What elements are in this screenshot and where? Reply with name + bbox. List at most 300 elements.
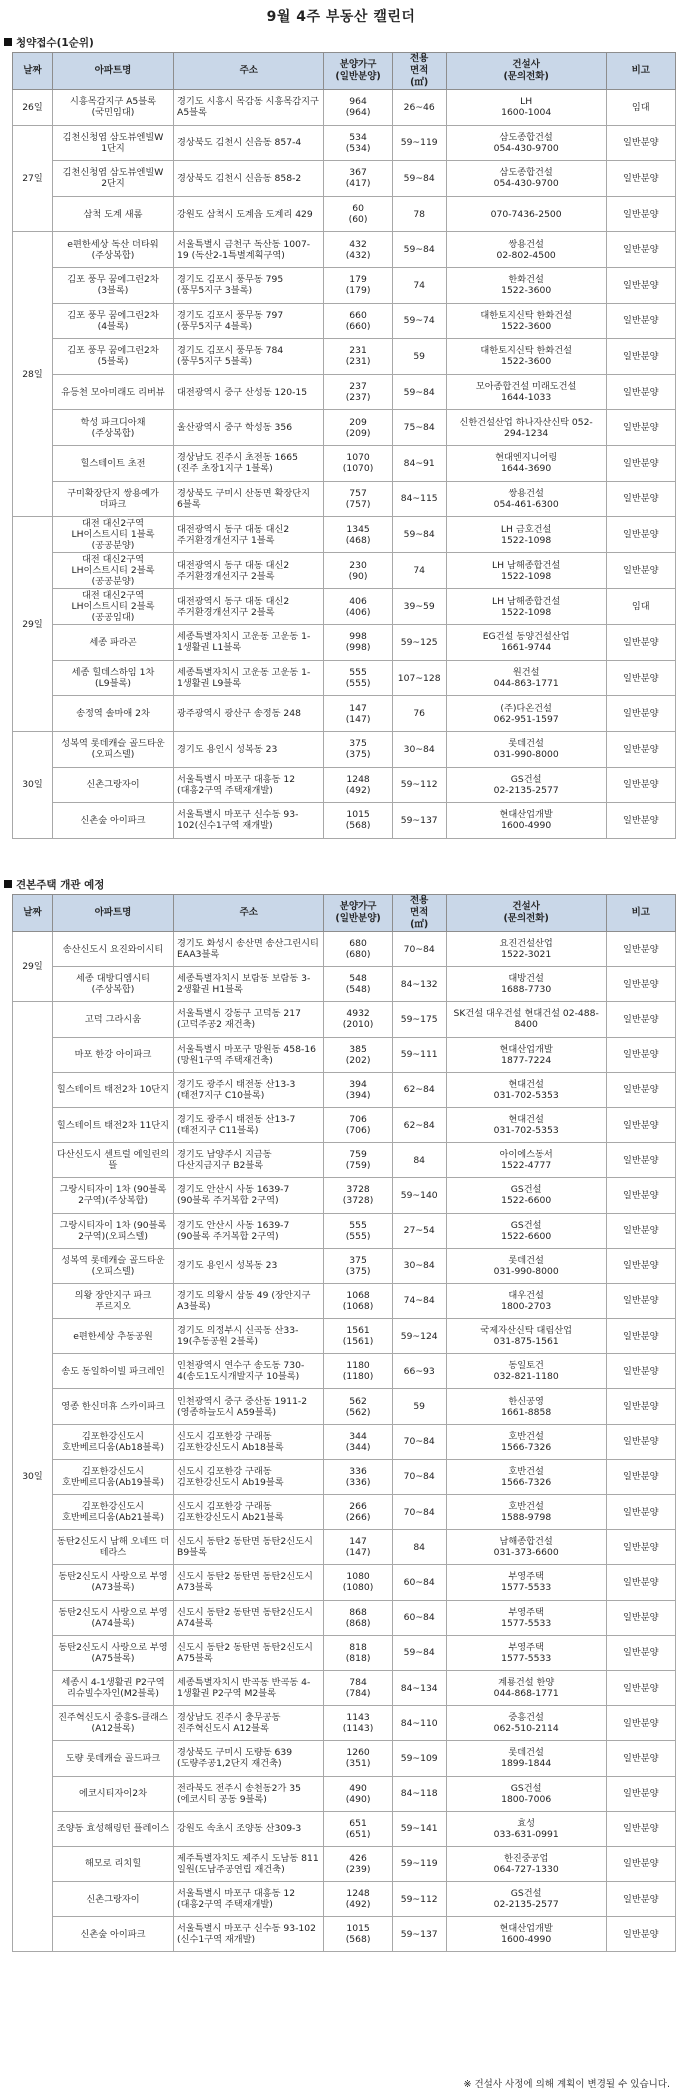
square-bullet-icon [4,880,12,888]
builder-cell: 쌍용건설 02-802-4500 [446,232,606,268]
area-cell: 59~141 [392,1811,446,1846]
address-cell: 신도시 동탄2 동탄면 동탄2신도시 A73블록 [174,1565,324,1600]
address-cell: 경기도 안산시 사동 1639-7 (90블록 주거복합 2구역) [174,1178,324,1213]
note-cell: 일반분양 [606,1706,675,1741]
builder-cell: 현대산업개발 1600-4990 [446,1917,606,1952]
builder-cell: GS건설 1522-6600 [446,1178,606,1213]
table-row [13,1917,676,1952]
apartment-name-cell: 의왕 장안지구 파크 푸르지오 [52,1283,173,1318]
units-cell: 394 (394) [324,1072,392,1107]
builder-cell: EG건설 동양건설산업 1661-9744 [446,625,606,661]
table-row [13,553,676,589]
note-cell: 일반분양 [606,1846,675,1881]
units-cell: 759 (759) [324,1143,392,1178]
area-cell: 75~84 [392,410,446,446]
builder-cell: 부영주택 1577-5533 [446,1565,606,1600]
note-cell: 일반분양 [606,196,675,232]
area-cell: 84~115 [392,481,446,517]
address-cell: 대전광역시 동구 대동 대신2 주거환경개선지구 1블록 [174,517,324,553]
area-cell: 107~128 [392,660,446,696]
units-cell: 367 (417) [324,161,392,197]
area-cell: 59~84 [392,1635,446,1670]
address-cell: 신도시 동탄2 동탄면 동탄2신도시 A74블록 [174,1600,324,1635]
units-cell: 818 (818) [324,1635,392,1670]
builder-cell: 한화건설 1522-3600 [446,267,606,303]
note-cell: 일반분양 [606,1178,675,1213]
section-heading-label: 청약접수(1순위) [16,37,94,49]
area-cell: 70~84 [392,1459,446,1494]
area-cell: 59~175 [392,1002,446,1037]
apartment-name-cell: 그랑시티자이 1차 (90블록 2구역)(주상복합) [52,1178,173,1213]
apartment-name-cell: 대전 대신2구역 LH이스트시티 2블록(공공분양) [52,553,173,589]
note-cell: 일반분양 [606,803,675,839]
table-row [13,90,676,126]
area-cell: 59~84 [392,161,446,197]
units-cell: 757 (757) [324,481,392,517]
table-row [13,932,676,967]
table-row [13,1670,676,1705]
note-cell: 일반분양 [606,1565,675,1600]
apartment-name-cell: 힐스테이트 초전 [52,445,173,481]
apartment-name-cell: 해모로 리치힐 [52,1846,173,1881]
builder-cell: 현대산업개발 1877-7224 [446,1037,606,1072]
header-units: 분양가구 (일반분양) [324,53,392,90]
units-cell: 784 (784) [324,1670,392,1705]
area-cell: 59~109 [392,1741,446,1776]
units-cell: 1070 (1070) [324,445,392,481]
note-cell: 일반분양 [606,1354,675,1389]
builder-cell: 신한건설산업 하나자산신탁 052-294-1234 [446,410,606,446]
apartment-name-cell: 김포 풍무 꿈에그린2차 (3블록) [52,267,173,303]
table-row [13,1037,676,1072]
header-builder: 건설사 (문의전화) [446,895,606,932]
apartment-name-cell: 삼척 도계 새롬 [52,196,173,232]
table-row [13,267,676,303]
apartment-name-cell: 신촌그랑자이 [52,767,173,803]
apartment-name-cell: 마포 한강 아이파크 [52,1037,173,1072]
builder-cell: 남해종합건설 031-373-6600 [446,1530,606,1565]
units-cell: 344 (344) [324,1424,392,1459]
table-row [13,1424,676,1459]
note-cell: 일반분양 [606,1424,675,1459]
note-cell: 일반분양 [606,1037,675,1072]
apartment-name-cell: 송정역 솔마애 2차 [52,696,173,732]
table-row [13,1389,676,1424]
address-cell: 인천광역시 중구 중산동 1911-2 (영종하늘도시 A59블록) [174,1389,324,1424]
area-cell: 59 [392,339,446,375]
apartment-name-cell: 김천신청엽 삼도뷰엔빌W 1단지 [52,125,173,161]
address-cell: 경상북도 구미시 도량동 639 (도량주공1,2단지 재건축) [174,1741,324,1776]
area-cell: 84 [392,1530,446,1565]
table-row [13,1846,676,1881]
area-cell: 62~84 [392,1072,446,1107]
apartment-name-cell: 신촌숲 아이파크 [52,803,173,839]
builder-cell: 현대건설 031-702-5353 [446,1107,606,1142]
table-row [13,1248,676,1283]
note-cell: 일반분양 [606,1741,675,1776]
area-cell: 76 [392,696,446,732]
table-row [13,481,676,517]
address-cell: 신도시 김포한강 구래동 김포한강신도시 Ab19블록 [174,1459,324,1494]
note-cell: 임대 [606,589,675,625]
units-cell: 375 (375) [324,1248,392,1283]
apartment-name-cell: 세종시 4-1생활권 P2구역 리슈빌수자인(M2블록) [52,1670,173,1705]
table-row [13,1072,676,1107]
units-cell: 1248 (492) [324,1882,392,1917]
note-cell: 일반분양 [606,1283,675,1318]
section-heading-subscription [0,34,682,52]
apartment-name-cell: 김포한강신도시 호반베르디움(Ab19블록) [52,1459,173,1494]
note-cell: 임대 [606,90,675,126]
area-cell: 59~74 [392,303,446,339]
builder-cell: 롯데건설 031-990-8000 [446,1248,606,1283]
units-cell: 651 (651) [324,1811,392,1846]
table-row [13,517,676,553]
table-row [13,1776,676,1811]
address-cell: 전라북도 전주시 송천동2가 35 (에코시티 공동 9블록) [174,1776,324,1811]
address-cell: 경상북도 구미시 산동면 확장단지 6블록 [174,481,324,517]
area-cell: 27~54 [392,1213,446,1248]
apartment-name-cell: 신촌그랑자이 [52,1882,173,1917]
note-cell: 일반분양 [606,125,675,161]
date-cell: 26일 [13,90,53,126]
apartment-name-cell: 대전 대신2구역 LH이스트시티 1블록(공공분양) [52,517,173,553]
units-cell: 230 (90) [324,553,392,589]
address-cell: 울산광역시 중구 학성동 356 [174,410,324,446]
address-cell: 서울특별시 마포구 망원동 458-16 (망원1구역 주택재건축) [174,1037,324,1072]
note-cell: 일반분양 [606,1882,675,1917]
address-cell: 서울특별시 마포구 신수동 93-102(신수1구역 재개발) [174,803,324,839]
builder-cell: SK건설 대우건설 현대건설 02-488-8400 [446,1002,606,1037]
units-cell: 147 (147) [324,696,392,732]
note-cell: 일반분양 [606,967,675,1002]
area-cell: 59~112 [392,1882,446,1917]
note-cell: 일반분양 [606,1248,675,1283]
builder-cell: 대한토지신탁 한화건설 1522-3600 [446,303,606,339]
note-cell: 일반분양 [606,1811,675,1846]
apartment-name-cell: 김천신청엽 삼도뷰엔빌W 2단지 [52,161,173,197]
area-cell: 74 [392,553,446,589]
address-cell: 경기도 안산시 사동 1639-7 (90블록 주거복합 2구역) [174,1213,324,1248]
note-cell: 일반분양 [606,553,675,589]
table-row [13,803,676,839]
units-cell: 237 (237) [324,374,392,410]
table-row [13,1635,676,1670]
table-row [13,1107,676,1142]
area-cell: 59~140 [392,1178,446,1213]
address-cell: 세종특별자치시 보람동 보람동 3-2생활권 H1블록 [174,967,324,1002]
apartment-name-cell: 동탄2신도시 남해 오네뜨 더 테라스 [52,1530,173,1565]
area-cell: 30~84 [392,1248,446,1283]
area-cell: 60~84 [392,1600,446,1635]
address-cell: 대전광역시 동구 대동 대신2 주거환경개선지구 2블록 [174,553,324,589]
builder-cell: GS건설 1800-7006 [446,1776,606,1811]
apartment-name-cell: 동탄2신도시 사랑으로 부영(A74블록) [52,1600,173,1635]
builder-cell: 효성 033-631-0991 [446,1811,606,1846]
table-row [13,232,676,268]
area-cell: 59~84 [392,517,446,553]
address-cell: 세종특별자치시 반곡동 반곡동 4-1생활권 P2구역 M2블록 [174,1670,324,1705]
builder-cell: 현대건설 031-702-5353 [446,1072,606,1107]
builder-cell: LH 1600-1004 [446,90,606,126]
address-cell: 경기도 화성시 송산면 송산그린시티 EAA3블록 [174,932,324,967]
table-row [13,696,676,732]
table-row [13,125,676,161]
header-apartment: 아파트명 [52,895,173,932]
area-cell: 59~124 [392,1319,446,1354]
date-cell: 28일 [13,232,53,517]
units-cell: 3728 (3728) [324,1178,392,1213]
table-row [13,1741,676,1776]
builder-cell: 국제자산신탁 대림산업 031-875-1561 [446,1319,606,1354]
address-cell: 경상북도 김천시 신음동 857-4 [174,125,324,161]
builder-cell: (주)다온건설 062-951-1597 [446,696,606,732]
note-cell: 일반분양 [606,517,675,553]
address-cell: 경기도 김포시 풍무동 784 (풍무5지구 5블록) [174,339,324,375]
apartment-name-cell: 영종 한신더휴 스카이파크 [52,1389,173,1424]
units-cell: 1143 (1143) [324,1706,392,1741]
table-row [13,1600,676,1635]
table-row [13,303,676,339]
area-cell: 74~84 [392,1283,446,1318]
builder-cell: 대방건설 1688-7730 [446,967,606,1002]
header-area: 전용 면적 (㎡) [392,53,446,90]
footer-note: ※ 건설사 사정에 의해 계획이 변경될 수 있습니다. [463,2079,670,2090]
table-row [13,1143,676,1178]
address-cell: 세종특별자치시 고운동 고운동 1-1생활권 L1블록 [174,625,324,661]
builder-cell: 한진중공업 064-727-1330 [446,1846,606,1881]
note-cell: 일반분양 [606,410,675,446]
header-address: 주소 [174,895,324,932]
units-cell: 555 (555) [324,1213,392,1248]
address-cell: 경기도 광주시 태전동 산13-3 (태전7지구 C10블록) [174,1072,324,1107]
area-cell: 59~111 [392,1037,446,1072]
note-cell: 일반분양 [606,161,675,197]
note-cell: 일반분양 [606,374,675,410]
note-cell: 일반분양 [606,1459,675,1494]
units-cell: 179 (179) [324,267,392,303]
apartment-name-cell: 그랑시티자이 1차 (90블록 2구역)(오피스텔) [52,1213,173,1248]
address-cell: 서울특별시 강동구 고덕동 217 (고덕주공2 재건축) [174,1002,324,1037]
area-cell: 59~137 [392,1917,446,1952]
units-cell: 231 (231) [324,339,392,375]
apartment-name-cell: 에코시티자이2차 [52,1776,173,1811]
units-cell: 1080 (1080) [324,1565,392,1600]
address-cell: 대전광역시 동구 대동 대신2 주거환경개선지구 2블록 [174,589,324,625]
area-cell: 26~46 [392,90,446,126]
area-cell: 62~84 [392,1107,446,1142]
builder-cell: 원건설 044-863-1771 [446,660,606,696]
builder-cell: 대한토지신탁 한화건설 1522-3600 [446,339,606,375]
date-cell: 30일 [13,1002,53,1952]
address-cell: 광주광역시 광산구 송정동 248 [174,696,324,732]
date-cell: 29일 [13,932,53,1002]
table-row [13,589,676,625]
table-row [13,1530,676,1565]
area-cell: 74 [392,267,446,303]
units-cell: 998 (998) [324,625,392,661]
builder-cell: 070-7436-2500 [446,196,606,232]
address-cell: 경상남도 진주시 초전동 1665 (진주 초장1지구 1블록) [174,445,324,481]
note-cell: 일반분양 [606,660,675,696]
header-note: 비고 [606,53,675,90]
builder-cell: 아이에스동서 1522-4777 [446,1143,606,1178]
builder-cell: 부영주택 1577-5533 [446,1600,606,1635]
address-cell: 경기도 남양주시 지금동 다산지금지구 B2블록 [174,1143,324,1178]
address-cell: 경기도 의정부시 신곡동 산33-19(추동공원 2블록) [174,1319,324,1354]
note-cell: 일반분양 [606,1495,675,1530]
address-cell: 대전광역시 중구 산성동 120-15 [174,374,324,410]
section-heading-label: 견본주택 개관 예정 [16,879,105,891]
units-cell: 385 (202) [324,1037,392,1072]
apartment-name-cell: 구미확장단지 쌍용예가 더파크 [52,481,173,517]
note-cell: 일반분양 [606,731,675,767]
note-cell: 일반분양 [606,445,675,481]
builder-cell: 삼도종합건설 054-430-9700 [446,125,606,161]
table-row [13,1213,676,1248]
apartment-name-cell: 유등천 모아미래도 리버뷰 [52,374,173,410]
address-cell: 서울특별시 금천구 독산동 1007-19 (독산2-1특별계획구역) [174,232,324,268]
square-bullet-icon [4,38,12,46]
units-cell: 426 (239) [324,1846,392,1881]
address-cell: 제주특별자치도 제주시 도남동 811 일원(도남주공연립 재건축) [174,1846,324,1881]
apartment-name-cell: e편한세상 독산 더타워 (주상복합) [52,232,173,268]
apartment-name-cell: 고덕 그라시움 [52,1002,173,1037]
builder-cell: 계룡건설 한양 044-868-1771 [446,1670,606,1705]
address-cell: 경기도 용인시 성복동 23 [174,731,324,767]
area-cell: 39~59 [392,589,446,625]
date-cell: 29일 [13,517,53,732]
table-row [13,767,676,803]
builder-cell: 현대엔지니어링 1644-3690 [446,445,606,481]
note-cell: 일반분양 [606,303,675,339]
units-cell: 964 (964) [324,90,392,126]
area-cell: 84 [392,1143,446,1178]
apartment-name-cell: 대전 대신2구역 LH이스트시티 2블록(공공임대) [52,589,173,625]
units-cell: 680 (680) [324,932,392,967]
note-cell: 일반분양 [606,1319,675,1354]
note-cell: 일반분양 [606,481,675,517]
header-note: 비고 [606,895,675,932]
builder-cell: GS건설 02-2135-2577 [446,1882,606,1917]
area-cell: 84~110 [392,1706,446,1741]
table-row [13,196,676,232]
apartment-name-cell: 성복역 롯데캐슬 골드타운(오피스텔) [52,731,173,767]
date-cell: 27일 [13,125,53,232]
address-cell: 서울특별시 마포구 신수동 93-102 (신수1구역 재개발) [174,1917,324,1952]
area-cell: 59~84 [392,374,446,410]
table-row [13,967,676,1002]
builder-cell: 쌍용건설 054-461-6300 [446,481,606,517]
note-cell: 일반분양 [606,625,675,661]
builder-cell: GS건설 02-2135-2577 [446,767,606,803]
builder-cell: 동일토건 032-821-1180 [446,1354,606,1389]
address-cell: 신도시 동탄2 동탄면 동탄2신도시 B9블록 [174,1530,324,1565]
note-cell: 일반분양 [606,339,675,375]
units-cell: 375 (375) [324,731,392,767]
table-row [13,339,676,375]
area-cell: 84~132 [392,967,446,1002]
apartment-name-cell: 세종 파라곤 [52,625,173,661]
table-row [13,161,676,197]
area-cell: 84~91 [392,445,446,481]
header-date: 날짜 [13,895,53,932]
apartment-name-cell: 김포한강신도시 호반베르디움(Ab21블록) [52,1495,173,1530]
builder-cell: 호반건설 1588-9798 [446,1495,606,1530]
note-cell: 일반분양 [606,1002,675,1037]
note-cell: 일반분양 [606,267,675,303]
builder-cell: 부영주택 1577-5533 [446,1635,606,1670]
area-cell: 59 [392,1389,446,1424]
address-cell: 세종특별자치시 고운동 고운동 1-1생활권 L9블록 [174,660,324,696]
address-cell: 강원도 삼척시 도계읍 도계리 429 [174,196,324,232]
apartment-name-cell: 조양동 효성해링턴 플레이스 [52,1811,173,1846]
table-row [13,410,676,446]
units-cell: 548 (548) [324,967,392,1002]
area-cell: 60~84 [392,1565,446,1600]
model-house-table [12,894,676,1952]
area-cell: 66~93 [392,1354,446,1389]
apartment-name-cell: 시흥목감지구 A5블록 (국민임대) [52,90,173,126]
apartment-name-cell: 김포한강신도시 호반베르디움(Ab18블록) [52,1424,173,1459]
area-cell: 70~84 [392,932,446,967]
units-cell: 706 (706) [324,1107,392,1142]
address-cell: 신도시 김포한강 구래동 김포한강신도시 Ab21블록 [174,1495,324,1530]
builder-cell: LH 남해종합건설 1522-1098 [446,589,606,625]
apartment-name-cell: 힐스테이트 태전2차 10단지 [52,1072,173,1107]
units-cell: 1068 (1068) [324,1283,392,1318]
apartment-name-cell: 김포 풍무 꿈에그린2차 (4블록) [52,303,173,339]
apartment-name-cell: 성복역 롯데캐슬 골드타운(오피스텔) [52,1248,173,1283]
table-row [13,374,676,410]
address-cell: 경상북도 김천시 신음동 858-2 [174,161,324,197]
units-cell: 4932 (2010) [324,1002,392,1037]
note-cell: 일반분양 [606,1143,675,1178]
address-cell: 경상남도 진주시 충무공동 진주혁신도시 A12블록 [174,1706,324,1741]
units-cell: 1180 (1180) [324,1354,392,1389]
header-builder: 건설사 (문의전화) [446,53,606,90]
builder-cell: 중흥건설 062-510-2114 [446,1706,606,1741]
table-row [13,1178,676,1213]
builder-cell: LH 금호건설 1522-1098 [446,517,606,553]
builder-cell: 대우건설 1800-2703 [446,1283,606,1318]
units-cell: 432 (432) [324,232,392,268]
apartment-name-cell: 학성 파크디아채 (주상복합) [52,410,173,446]
table-row [13,1002,676,1037]
units-cell: 147 (147) [324,1530,392,1565]
address-cell: 인천광역시 연수구 송도동 730-4(송도1도시개발지구 10블록) [174,1354,324,1389]
units-cell: 868 (868) [324,1600,392,1635]
apartment-name-cell: e편한세상 추동공원 [52,1319,173,1354]
address-cell: 경기도 김포시 풍무동 795 (풍무5지구 3블록) [174,267,324,303]
builder-cell: LH 남해종합건설 1522-1098 [446,553,606,589]
table-row [13,1354,676,1389]
units-cell: 555 (555) [324,660,392,696]
note-cell: 일반분양 [606,1776,675,1811]
header-units: 분양가구 (일반분양) [324,895,392,932]
apartment-name-cell: 세종 대방디엠시티 (주상복합) [52,967,173,1002]
apartment-name-cell: 송산신도시 요진와이시티 [52,932,173,967]
builder-cell: 한신공영 1661-8858 [446,1389,606,1424]
area-cell: 84~134 [392,1670,446,1705]
header-apartment: 아파트명 [52,53,173,90]
address-cell: 강원도 속초시 조양동 산309-3 [174,1811,324,1846]
builder-cell: 호반건설 1566-7326 [446,1459,606,1494]
header-date: 날짜 [13,53,53,90]
apartment-name-cell: 도량 롯데캐슬 골드파크 [52,1741,173,1776]
note-cell: 일반분양 [606,696,675,732]
units-cell: 490 (490) [324,1776,392,1811]
